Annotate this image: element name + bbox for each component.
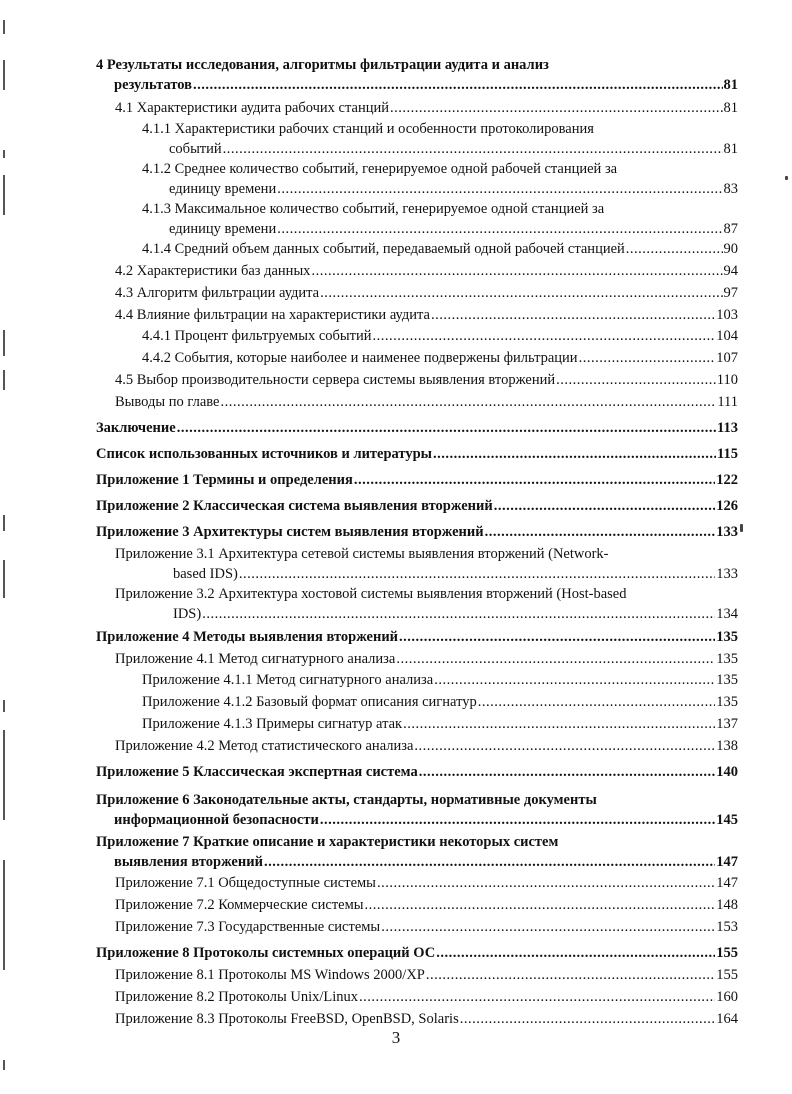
- toc-entry: [115, 98, 738, 118]
- toc-entry-title: 4.1 Характеристики аудита рабочих станций: [115, 100, 389, 116]
- toc-page-number: 135: [716, 651, 738, 667]
- dot-leader: [277, 219, 722, 239]
- toc-entry: [96, 496, 738, 516]
- toc-page-number: 94: [723, 263, 738, 279]
- dot-leader: [381, 917, 715, 937]
- toc-entry-title: Приложение 1 Термины и определения: [96, 472, 353, 488]
- toc-entry-title: Приложение 2 Классическая система выявления вторжений: [96, 498, 493, 514]
- toc-entry: [115, 305, 738, 325]
- toc-page-number: 164: [716, 1011, 738, 1027]
- toc-entry-title: Приложение 4.1.3 Примеры сигнатур атак: [142, 716, 403, 732]
- toc-entry-title: Приложение 8.1 Протоколы MS Windows 2000/XP: [115, 967, 425, 983]
- toc-page-number: 110: [716, 372, 738, 388]
- toc-entry-title: Заключение: [96, 420, 176, 436]
- toc-entry: [96, 627, 738, 647]
- dot-leader: [365, 895, 716, 915]
- toc-entry: [142, 199, 738, 239]
- toc-page-number: 160: [716, 989, 738, 1005]
- toc-page-number: 104: [716, 328, 738, 344]
- toc-entry-title: 4.4 Влияние фильтрации на характеристики аудита: [115, 307, 430, 323]
- toc-entry: [142, 670, 738, 690]
- toc-entry-title: информационной безопасности: [114, 812, 319, 828]
- toc-entry-title: 4.1.3 Максимальное количество событий, генерируемое одной станцией за: [142, 201, 605, 217]
- toc-entry-title: Приложение 3 Архитектуры систем выявления вторжений: [96, 524, 484, 540]
- dot-leader: [239, 564, 715, 584]
- toc-entry-title: событий: [169, 141, 222, 157]
- toc-page-number: 147: [716, 854, 738, 870]
- toc-entry-title: 4.5 Выбор производительности сервера системы выявления вторжений: [115, 372, 556, 388]
- dot-leader: [373, 326, 716, 346]
- toc-entry: [115, 987, 738, 1007]
- dot-leader: [202, 604, 715, 624]
- toc-page-number: 140: [716, 764, 738, 780]
- toc-entry-title: 4.1.1 Характеристики рабочих станций и особенности протоколирования: [142, 121, 594, 137]
- toc-page-number: 135: [716, 672, 738, 688]
- toc-entry: [96, 444, 738, 464]
- toc-entry-title: Приложение 4 Методы выявления вторжений: [96, 629, 399, 645]
- toc-page-number: 138: [716, 738, 738, 754]
- dot-leader: [396, 649, 715, 669]
- toc-page-number: 147: [716, 875, 738, 891]
- toc-page-number: 81: [723, 100, 738, 116]
- dot-leader: [359, 987, 715, 1007]
- toc-entry-title: 4.4.2 События, которые наиболее и наименее подвержены фильтрации: [142, 350, 578, 366]
- dot-leader: [434, 670, 715, 690]
- toc-entry-title: based IDS): [173, 566, 238, 582]
- toc-entry-title: Приложение 4.1.2 Базовый формат описания сигнатур: [142, 694, 477, 710]
- toc-entry: [142, 326, 738, 346]
- toc-entry-title: IDS): [173, 606, 202, 622]
- dot-leader: [320, 810, 715, 830]
- toc-entry: [142, 239, 738, 259]
- toc-page-number: 155: [716, 945, 738, 961]
- toc-page-number: 148: [716, 897, 738, 913]
- toc-page-number: 122: [716, 472, 738, 488]
- toc-entry: [115, 736, 738, 756]
- toc-entry-title: Приложение 5 Классическая экспертная система: [96, 764, 418, 780]
- toc-page-number: 126: [716, 498, 738, 514]
- toc-entry-title: Приложение 7 Краткие описание и характеристики некоторых систем: [96, 834, 559, 850]
- toc-entry: [96, 418, 738, 438]
- toc-entry: [115, 584, 738, 624]
- toc-entry: [115, 649, 738, 669]
- toc-entry: [96, 790, 738, 830]
- toc-entry: [115, 392, 738, 412]
- dot-leader: [311, 261, 722, 281]
- toc-entry-title: Приложение 7.2 Коммерческие системы: [115, 897, 364, 913]
- toc-page-number: 90: [723, 241, 738, 257]
- toc-entry: [142, 348, 738, 368]
- toc-entry-title: Приложение 4.2 Метод статистического анализа: [115, 738, 414, 754]
- toc-page-number: 134: [716, 606, 738, 622]
- dot-leader: [390, 98, 723, 118]
- toc-page-number: 153: [716, 919, 738, 935]
- dot-leader: [579, 348, 716, 368]
- toc-entry: [96, 943, 738, 963]
- dot-leader: [431, 305, 715, 325]
- toc-entry-title: Выводы по главе: [115, 394, 220, 410]
- dot-leader: [626, 239, 723, 259]
- dot-leader: [320, 283, 722, 303]
- toc-entry: [115, 965, 738, 985]
- toc-entry: [115, 917, 738, 937]
- dot-leader: [193, 75, 723, 95]
- toc-page-number: 87: [723, 221, 738, 237]
- toc-page-number: 107: [716, 350, 738, 366]
- dot-leader: [177, 418, 716, 438]
- toc-page-number: 81: [723, 77, 738, 93]
- toc-entry: [142, 119, 738, 159]
- toc-entry-title: Приложение 4.1.1 Метод сигнатурного анализа: [142, 672, 434, 688]
- toc-entry-title: 4.1.4 Средний объем данных событий, передаваемый одной рабочей станцией: [142, 241, 625, 257]
- dot-leader: [426, 965, 715, 985]
- dot-leader: [277, 179, 722, 199]
- dot-leader: [460, 1009, 716, 1029]
- toc-entry: [96, 762, 738, 782]
- toc-entry-title: Приложение 7.1 Общедоступные системы: [115, 875, 376, 891]
- toc-entry-title: результатов: [114, 77, 192, 93]
- toc-entry-title: Приложение 4.1 Метод сигнатурного анализа: [115, 651, 396, 667]
- dot-leader: [433, 444, 716, 464]
- toc-entry: [96, 832, 738, 872]
- toc-entry: [115, 895, 738, 915]
- toc-page-number: 155: [716, 967, 738, 983]
- toc-page-number: 83: [723, 181, 738, 197]
- toc-page-number: 103: [716, 307, 738, 323]
- toc-entry-title: 4.2 Характеристики баз данных: [115, 263, 311, 279]
- toc-entry-title: Приложение 8 Протоколы системных операций ОС: [96, 945, 436, 961]
- dot-leader: [354, 470, 715, 490]
- toc-entry: [115, 283, 738, 303]
- toc-page-number: 133: [716, 566, 738, 582]
- dot-leader: [220, 392, 716, 412]
- toc-page-number: 97: [723, 285, 738, 301]
- toc-entry: [115, 1009, 738, 1029]
- dot-leader: [556, 370, 716, 390]
- toc-entry-title: выявления вторжений: [114, 854, 263, 870]
- dot-leader: [419, 762, 716, 782]
- toc-page-number: 111: [717, 394, 738, 410]
- toc-entry: [142, 714, 738, 734]
- toc-entry: [115, 873, 738, 893]
- toc-entry-title: 4.4.1 Процент фильтруемых событий: [142, 328, 372, 344]
- toc-entry: [142, 692, 738, 712]
- toc-entry: [115, 261, 738, 281]
- dot-leader: [414, 736, 715, 756]
- toc-entry-title: Приложение 7.3 Государственные системы: [115, 919, 381, 935]
- toc-page-number: 81: [723, 141, 738, 157]
- dot-leader: [478, 692, 716, 712]
- toc-entry-title: Приложение 8.3 Протоколы FreeBSD, OpenBSD, Solaris: [115, 1011, 459, 1027]
- toc-entry-title: единицу времени: [169, 181, 277, 197]
- dot-leader: [485, 522, 716, 542]
- dot-leader: [494, 496, 716, 516]
- toc-page-number: 137: [716, 716, 738, 732]
- toc-page-number: 135: [716, 694, 738, 710]
- toc-entry-title: Приложение 8.2 Протоколы Unix/Linux: [115, 989, 359, 1005]
- toc-page-number: 115: [717, 446, 738, 462]
- toc-entry-title: Список использованных источников и литературы: [96, 446, 432, 462]
- dot-leader: [436, 943, 715, 963]
- toc-entry: [96, 470, 738, 490]
- toc-entry: [142, 159, 738, 199]
- toc-page-number: 145: [716, 812, 738, 828]
- toc-entry-title: 4 Результаты исследования, алгоритмы фильтрации аудита и анализ: [96, 57, 549, 73]
- toc-entry-title: Приложение 3.1 Архитектура сетевой системы выявления вторжений (Network-: [115, 546, 609, 562]
- toc-entry: [115, 370, 738, 390]
- toc-entry: [115, 544, 738, 584]
- toc-entry-title: 4.3 Алгоритм фильтрации аудита: [115, 285, 320, 301]
- dot-leader: [223, 139, 723, 159]
- toc-entry-title: 4.1.2 Среднее количество событий, генерируемое одной рабочей станцией за: [142, 161, 618, 177]
- toc-entry-title: Приложение 3.2 Архитектура хостовой системы выявления вторжений (Host-based: [115, 586, 627, 602]
- toc-page-number: 113: [717, 420, 738, 436]
- toc-page-number: 133: [716, 524, 738, 540]
- toc-entry-title: Приложение 6 Законодательные акты, стандарты, нормативные документы: [96, 792, 597, 808]
- dot-leader: [264, 852, 715, 872]
- toc-entry: [96, 522, 738, 542]
- toc-page-number: 135: [716, 629, 738, 645]
- dot-leader: [403, 714, 715, 734]
- dot-leader: [399, 627, 715, 647]
- page-number: 3: [391, 1028, 401, 1047]
- dot-leader: [377, 873, 715, 893]
- toc-entry-title: единицу времени: [169, 221, 277, 237]
- toc-entry: [96, 55, 738, 95]
